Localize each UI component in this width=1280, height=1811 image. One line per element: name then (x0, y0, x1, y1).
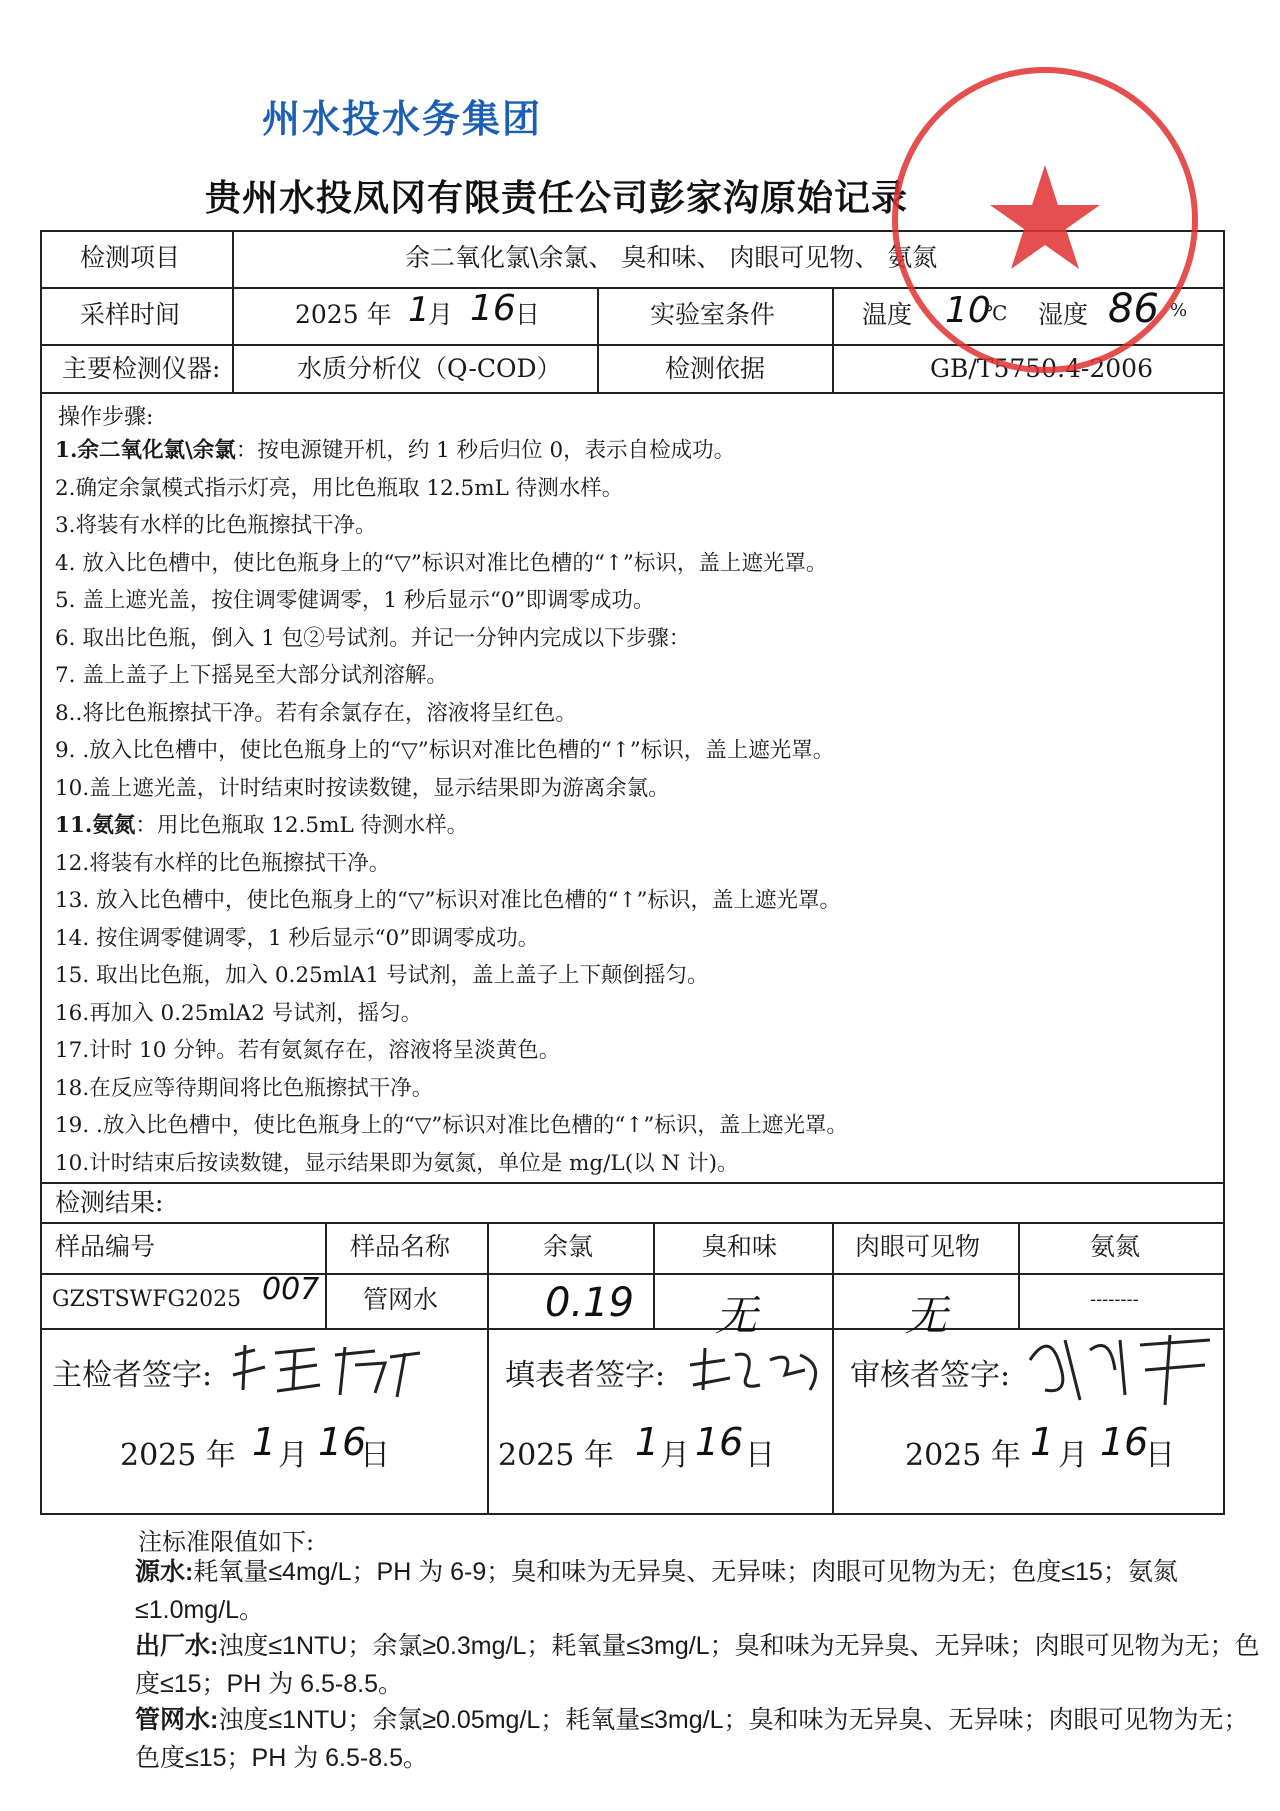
reviewer-date-month: 1 (1030, 1420, 1055, 1464)
sample-id-handwritten: 007 (262, 1272, 320, 1307)
procedure-steps (55, 432, 848, 1182)
procedure-step: 10.计时结束后按读数键，显示结果即为氨氮，单位是 mg/L(以 N 计)。 (55, 1150, 739, 1176)
inspector-date-month-label: 月 (278, 1438, 308, 1473)
inspector-date-day-label: 日 (360, 1438, 390, 1473)
instrument-value: 水质分析仪（Q-COD） (297, 354, 562, 383)
sample-day-label: 日 (515, 300, 541, 329)
header-chlorine: 余氯 (543, 1232, 594, 1261)
sample-year: 2025 年 (295, 300, 392, 329)
procedure-step: 3.将装有水样的比色瓶擦拭干净。 (55, 513, 377, 538)
filler-signature (685, 1340, 835, 1400)
procedure-step: 14. 按住调零健调零，1 秒后显示“0”即调零成功。 (55, 925, 540, 951)
ammonia-value: -------- (1090, 1289, 1139, 1310)
procedure-step: 9. .放入比色槽中，使比色瓶身上的“▽”标识对准比色槽的“↑”标识，盖上遮光罩。 (55, 738, 835, 763)
humidity-label: 湿度 (1038, 300, 1089, 329)
note-network-water: 管网水:浊度≤1NTU；余氯≥0.05mg/L；耗氧量≤3mg/L；臭和味为无异臭、无异味；肉眼可见物为无；色度≤15；PH 为 6.5-8.5。 (135, 1706, 1249, 1772)
filler-date-month: 1 (635, 1420, 660, 1464)
header-sample-name: 样品名称 (350, 1232, 451, 1261)
inspector-date-month: 1 (252, 1420, 277, 1464)
sample-month-label: 月 (428, 300, 454, 329)
note-plant-water: 出厂水:浊度≤1NTU；余氯≥0.3mg/L；耗氧量≤3mg/L；臭和味为无异臭、无异味；肉眼可见物为无；色度≤15；PH 为 6.5-8.5。 (135, 1632, 1260, 1698)
procedure-step: 16.再加入 0.25mlA2 号试剂，摇匀。 (55, 1000, 423, 1026)
chlorine-value-handwritten: 0.19 (545, 1280, 635, 1326)
reviewer-date-day: 16 (1100, 1420, 1149, 1464)
filler-date-year: 2025 年 (498, 1438, 614, 1473)
visible-matter-value-handwritten: 无 (905, 1291, 948, 1340)
group-logo-text: 州水投水务集团 (262, 97, 543, 141)
inspector-signature-label: 主检者签字: (52, 1358, 213, 1393)
header-ammonia: 氨氮 (1090, 1232, 1141, 1261)
results-title: 检测结果: (55, 1188, 164, 1217)
basis-label: 检测依据 (665, 354, 766, 383)
filler-date-month-label: 月 (660, 1438, 690, 1473)
procedure-step: 8..将比色瓶擦拭干净。若有余氯存在，溶液将呈红色。 (55, 700, 577, 726)
temperature-unit: ℃ (985, 301, 1008, 325)
procedure-step: 5. 盖上遮光盖，按住调零健调零，1 秒后显示“0”即调零成功。 (55, 588, 655, 613)
filler-signature-label: 填表者签字: (505, 1358, 666, 1393)
procedure-step: 17.计时 10 分钟。若有氨氮存在，溶液将呈淡黄色。 (55, 1038, 561, 1063)
sample-id: GZSTSWFG2025 (52, 1287, 242, 1312)
header-visible-matter: 肉眼可见物 (855, 1232, 981, 1261)
procedure-step: 2.确定余氯模式指示灯亮，用比色瓶取 12.5mL 待测水样。 (55, 475, 624, 501)
procedure-step: 6. 取出比色瓶，倒入 1 包②号试剂。并记一分钟内完成以下步骤： (55, 625, 691, 651)
procedure-step: 1.余二氧化氯\余氯：按电源键开机，约 1 秒后归位 0，表示自检成功。 (55, 438, 736, 463)
sample-day-handwritten: 16 (470, 288, 516, 329)
header-odor: 臭和味 (702, 1232, 778, 1261)
sample-month-handwritten: 1 (408, 290, 430, 330)
odor-value-handwritten: 无 (715, 1291, 758, 1340)
procedure-step: 18.在反应等待期间将比色瓶擦拭干净。 (55, 1075, 434, 1101)
sample-name: 管网水 (363, 1285, 439, 1314)
reviewer-signature-label: 审核者签字: (850, 1358, 1011, 1393)
temperature-value-handwritten: 10 (945, 290, 991, 331)
procedure-step: 13. 放入比色槽中，使比色瓶身上的“▽”标识对准比色槽的“↑”标识，盖上遮光罩。 (55, 888, 842, 913)
inspector-date-day: 16 (318, 1420, 367, 1464)
items-label: 检测项目 (80, 243, 181, 272)
procedure-step: 19. .放入比色槽中，使比色瓶身上的“▽”标识对准比色槽的“↑”标识，盖上遮光罩。 (55, 1113, 848, 1138)
humidity-value-handwritten: 86 (1108, 286, 1159, 332)
items-value: 余二氧化氯\余氯、 臭和味、 肉眼可见物、 氨氮 (405, 243, 938, 272)
reviewer-date-day-label: 日 (1145, 1438, 1175, 1473)
basis-value: GB/T5750.4-2006 (930, 354, 1153, 383)
procedure-step: 12.将装有水样的比色瓶擦拭干净。 (55, 850, 391, 876)
procedure-step: 7. 盖上盖子上下摇晃至大部分试剂溶解。 (55, 663, 448, 688)
reviewer-date-month-label: 月 (1058, 1438, 1088, 1473)
note-source-water: 源水:耗氧量≤4mg/L；PH 为 6-9；臭和味为无异臭、无异味；肉眼可见物为无；色度≤15；氨氮≤1.0mg/L。 (135, 1558, 1178, 1624)
procedure-title: 操作步骤: (58, 405, 154, 430)
humidity-unit: % (1170, 300, 1188, 321)
procedure-step: 10.盖上遮光盖，计时结束时按读数键，显示结果即为游离余氯。 (55, 775, 670, 801)
reviewer-date-year: 2025 年 (905, 1438, 1021, 1473)
document-title: 贵州水投凤冈有限责任公司彭家沟原始记录 (205, 177, 909, 219)
temperature-label: 温度 (862, 300, 913, 329)
instrument-label: 主要检测仪器: (62, 354, 221, 383)
inspector-date-year: 2025 年 (120, 1438, 236, 1473)
notes-title: 注标准限值如下: (138, 1528, 315, 1556)
reviewer-signature (1020, 1320, 1220, 1410)
header-sample-id: 样品编号 (55, 1232, 156, 1261)
filler-date-day: 16 (695, 1420, 744, 1464)
procedure-step: 15. 取出比色瓶，加入 0.25mlA1 号试剂，盖上盖子上下颠倒摇匀。 (55, 963, 709, 988)
procedure-step: 11.氨氮：用比色瓶取 12.5mL 待测水样。 (55, 813, 469, 838)
sample-time-label: 采样时间 (80, 300, 181, 329)
procedure-step: 4. 放入比色槽中，使比色瓶身上的“▽”标识对准比色槽的“↑”标识，盖上遮光罩。 (55, 550, 828, 576)
inspector-signature (225, 1335, 435, 1405)
lab-conditions-label: 实验室条件 (650, 300, 776, 329)
company-seal (880, 55, 1210, 385)
filler-date-day-label: 日 (745, 1438, 775, 1473)
